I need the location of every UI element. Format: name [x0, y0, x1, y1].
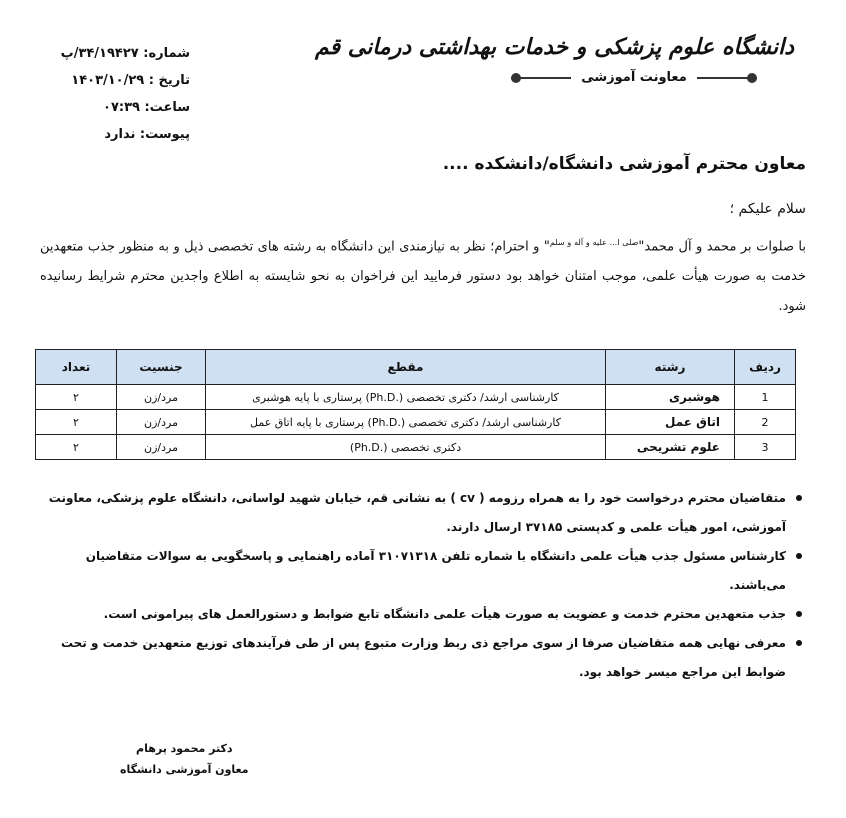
- signatory-title: معاون آموزشی دانشگاه: [120, 763, 249, 776]
- table-row: [36, 385, 796, 410]
- letter-date: تاریخ : ۱۴۰۳/۱۰/۲۹: [71, 73, 190, 88]
- letter-attachment: پیوست: ندارد: [104, 127, 190, 142]
- header-major: رشته: [606, 350, 735, 385]
- cell-degree: کارشناسی ارشد/ دکتری تخصصی (.Ph.D) پرستاری با پایه اتاق عمل: [206, 410, 606, 435]
- salawat-text: صلی ا... علیه و آله و سلم: [549, 238, 639, 247]
- cell-gender: مرد/زن: [117, 385, 206, 410]
- header-degree: مقطع: [206, 350, 606, 385]
- cell-row-number: 1: [735, 385, 796, 410]
- signature-block: [120, 738, 249, 780]
- letter-body: [40, 228, 806, 322]
- letter-meta: [40, 40, 190, 148]
- body-part-1: با صلوات بر محمد و آل محمد": [638, 239, 806, 255]
- table-row: [36, 410, 796, 435]
- list-item: جذب متعهدین محترم خدمت و عضویت به صورت هیأت علمی دانشگاه تابع ضوابط و دستورالعمل های پیرامونی است.: [36, 600, 806, 629]
- letter-heading: معاون محترم آموزشی دانشگاه/دانشکده ....: [442, 154, 806, 174]
- cell-count: ۲: [36, 410, 117, 435]
- cell-major: اتاق عمل: [606, 410, 735, 435]
- cell-major: علوم تشریحی: [606, 435, 735, 460]
- letterhead-logo: [314, 34, 794, 85]
- cell-row-number: 2: [735, 410, 796, 435]
- cell-major: هوشبری: [606, 385, 735, 410]
- department-name: معاونت آموزشی: [581, 70, 687, 85]
- letter-time: ساعت: ۰۷:۳۹: [103, 100, 190, 115]
- table-header-row: [36, 350, 796, 385]
- ornament-left-icon: [511, 73, 571, 83]
- notes-list: [36, 484, 806, 687]
- cell-gender: مرد/زن: [117, 410, 206, 435]
- letter-greeting: سلام علیکم ؛: [729, 201, 806, 217]
- header-count: تعداد: [36, 350, 117, 385]
- header-gender: جنسیت: [117, 350, 206, 385]
- list-item: معرفی نهایی همه متقاضیان صرفا از سوی مراجع ذی ربط وزارت متبوع پس از طی فرآیندهای توزیع متعهدین خدمت و تحت ضوابط این مراجع میسر خواهد بود.: [36, 629, 806, 687]
- cell-degree: کارشناسی ارشد/ دکتری تخصصی (.Ph.D) پرستاری با پایه هوشبری: [206, 385, 606, 410]
- cell-degree: دکتری تخصصی (.Ph.D): [206, 435, 606, 460]
- header-row-number: ردیف: [735, 350, 796, 385]
- majors-table: [35, 349, 796, 460]
- list-item: متقاضیان محترم درخواست خود را به همراه رزومه ( cv ) به نشانی قم، خیابان شهید لواسانی، دانشگاه علوم پزشکی، معاونت آموزشی، امور هیأت علمی و کدپستی ۳۷۱۸۵ ارسال دارند.: [36, 484, 806, 542]
- body-part-2: " و احترام؛ نظر به نیازمندی این دانشگاه به رشته های تخصصی ذیل و به منظور جذب متعهدین خدمت به صورت هیأت علمی، موجب امتنان خواهد بود دستور فرمایید این فراخوان به نحو شایسته به اطلاع واجدین محترم شرایط رسانیده شود.: [40, 239, 806, 315]
- signatory-name: دکتر محمود پرهام: [136, 742, 233, 755]
- letter-number: شماره: ۳۴/۱۹۴۲۷/پ: [60, 46, 190, 61]
- cell-count: ۲: [36, 435, 117, 460]
- cell-gender: مرد/زن: [117, 435, 206, 460]
- ornament-right-icon: [697, 73, 757, 83]
- university-name: دانشگاه علوم پزشکی و خدمات بهداشتی درمانی قم: [314, 34, 794, 60]
- cell-row-number: 3: [735, 435, 796, 460]
- cell-count: ۲: [36, 385, 117, 410]
- list-item: کارشناس مسئول جذب هیأت علمی دانشگاه با شماره تلفن ۳۱۰۷۱۳۱۸ آماده راهنمایی و پاسخگویی به سوالات متقاضیان می‌باشند.: [36, 542, 806, 600]
- table-row: [36, 435, 796, 460]
- department-line: [474, 70, 794, 85]
